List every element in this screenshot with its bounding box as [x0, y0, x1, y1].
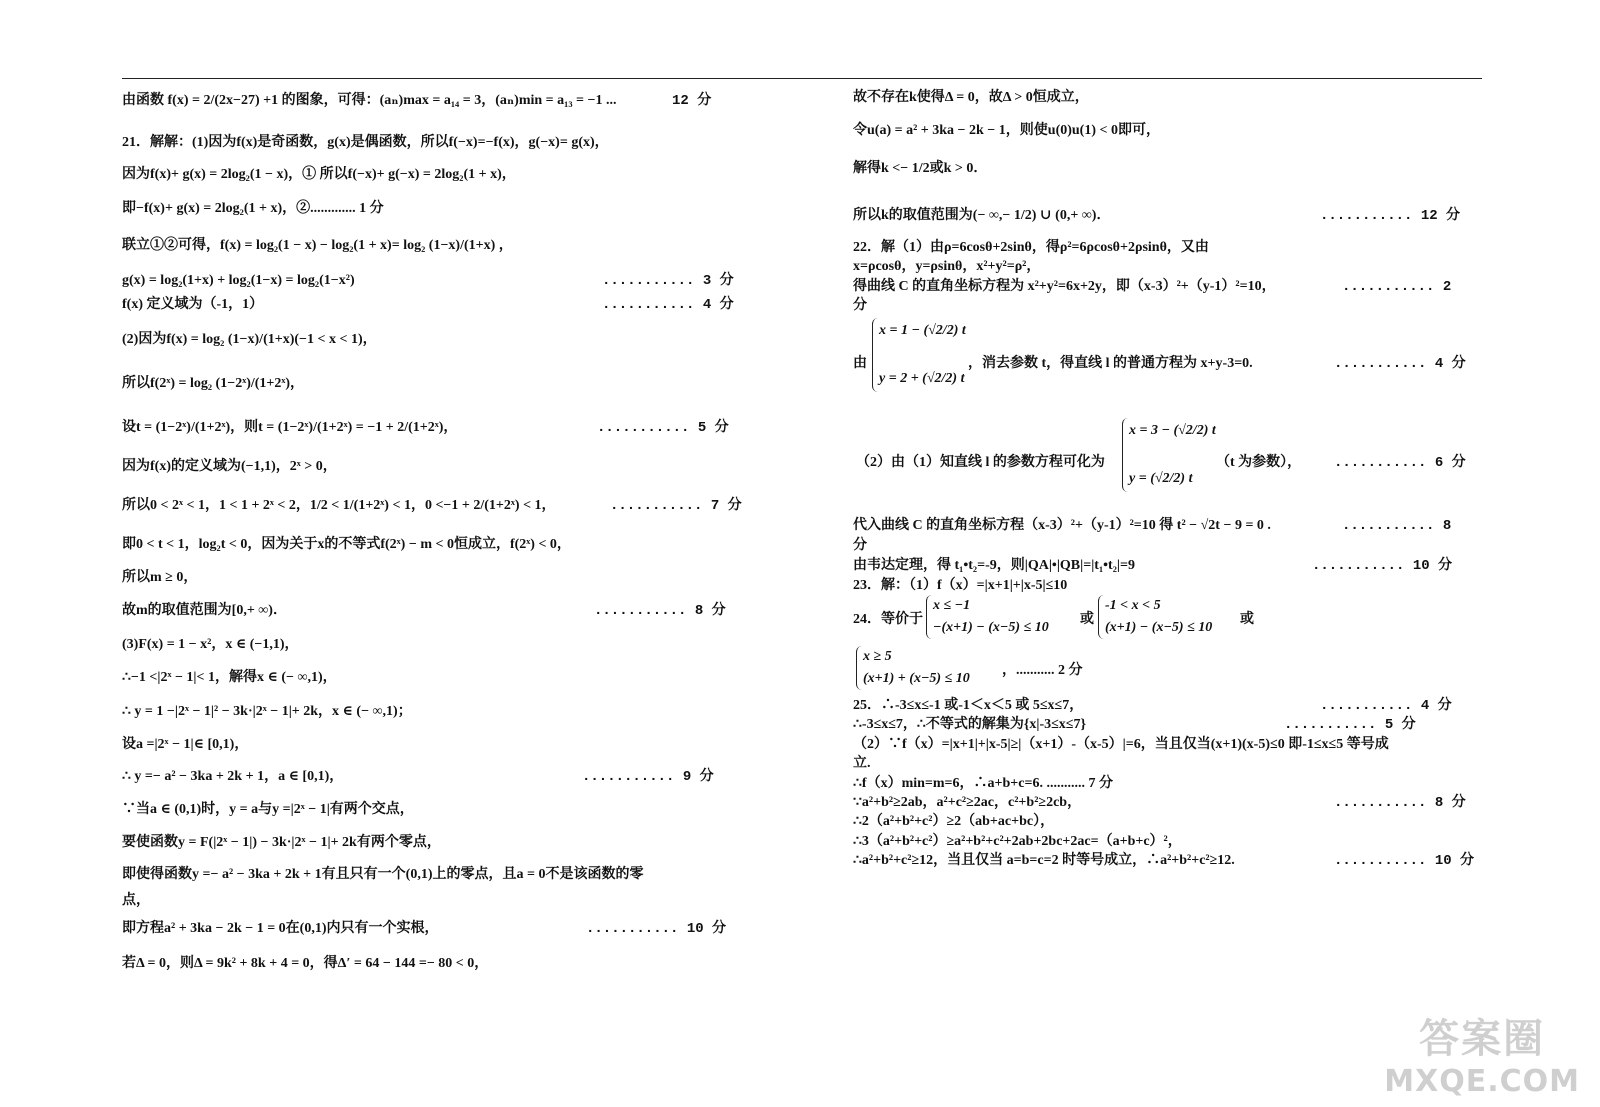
right-line-25: ∴a²+b²+c²≥12，当且仅当 a=b=c=2 时等号成立，∴a²+b²+c²≥12.: [853, 853, 1235, 868]
left-score-10: ........... 5 分: [597, 420, 729, 436]
left-line-13: 即0 < t < 1，log₂t < 0，因为关于x的不等式f(2ˣ) − m < 0恒成立，f(2ˣ) < 0，: [122, 537, 571, 552]
right-score-17: ........... 4 分: [1320, 698, 1452, 714]
right-score-9: ........... 4 分: [1334, 356, 1466, 372]
left-score-12: ........... 7 分: [610, 498, 742, 514]
right-line-4: 所以k的取值范围为(− ∞,− 1/2) ∪ (0,+ ∞)．: [853, 208, 1111, 223]
left-line-25: 即方程a² + 3ka − 2k − 1 = 0在(0,1)内只有一个实根，: [122, 921, 439, 936]
right-line-22: ∵a²+b²≥2ab，a²+c²≥2ac，c²+b²≥2cb，: [853, 795, 1082, 810]
left-line-23: 即使得函数y =− a² − 3ka + 2k + 1有且只有一个(0,1)上的零点，且a = 0不是该函数的零: [122, 867, 644, 882]
system-row: y = 2 + (√2/2) t: [879, 371, 965, 386]
system-suffix: （t 为参数），: [1216, 455, 1302, 470]
left-line-6: g(x) = log₂(1+x) + log₂(1−x) = log₂(1−x²): [122, 273, 355, 288]
right-line-3: 解得k <− 1/2或k > 0．: [853, 161, 988, 176]
system-row: x ≥ 5: [863, 649, 892, 664]
left-line-16: (3)F(x) = 1 − x²，x ∈ (−1,1)，: [122, 637, 299, 652]
right-line-11: 代入曲线 C 的直角坐标方程（x-3）²+（y-1）²=10 得 t² − √2t − 9 = 0 .: [853, 518, 1271, 533]
right-score-22: ........... 8 分: [1334, 795, 1466, 811]
system-row: −(x+1) − (x−5) ≤ 10: [933, 620, 1049, 635]
right-score-4: ........... 12 分: [1320, 208, 1461, 224]
right-score-7: ........... 2: [1342, 279, 1452, 295]
left-line-26: 若Δ = 0，则Δ = 9k² + 8k + 4 = 0，得Δ′ = 64 − 144 =− 80 < 0，: [122, 956, 489, 971]
left-line-14: 所以m ≥ 0，: [122, 570, 198, 585]
left-line-11: 因为f(x)的定义域为(−1,1)，2ˣ > 0，: [122, 459, 337, 474]
right-line-20: 立.: [853, 756, 871, 771]
right-line-17: 25．∴-3≤x≤-1 或-1＜x＜5 或 5≤x≤7，: [853, 698, 1084, 713]
right-line-18: ∴-3≤x≤7，∴不等式的解集为{x|-3≤x≤7}: [853, 717, 1086, 732]
param-system-22a: [872, 318, 966, 392]
left-score-1: 12 分: [672, 93, 712, 109]
left-score-20: ........... 9 分: [582, 769, 714, 785]
right-score-11: ........... 8: [1342, 518, 1452, 534]
right-line-10: （2）由（1）知直线 l 的参数方程可化为: [856, 455, 1105, 470]
left-line-1: 由函数 f(x) = 2/(2x−27) +1 的图象，可得：(aₙ)max = a₁₄ = 3，(aₙ)min = a₁₃ = −1 ...: [122, 93, 617, 108]
right-line-12: 分: [853, 538, 867, 553]
right-line-6: x=ρcosθ，y=ρsinθ，x²+y²=ρ²，: [853, 259, 1041, 274]
left-score-7: ........... 4 分: [602, 297, 734, 313]
header-rule: [122, 78, 1482, 79]
right-score-18: ........... 5 分: [1284, 717, 1416, 733]
right-line-15: 24．等价于: [853, 612, 923, 627]
left-line-22: 要使函数y = F(|2ˣ − 1|) − 3k·|2ˣ − 1|+ 2k有两个零点，: [122, 835, 441, 850]
right-line-19: （2）∵f（x）=|x+1|+|x-5|≥|（x+1）-（x-5）|=6，当且仅当(x+1)(x-5)≤0 即-1≤x≤5 等号成: [853, 737, 1389, 752]
watermark-line1: 答案圈: [1419, 1016, 1546, 1062]
right-line-21: ∴f（x）min=m=6，∴a+b+c=6. ........... 7 分: [853, 776, 1113, 791]
right-line-24: ∴3（a²+b²+c²）≥a²+b²+c²+2ab+2bc+2ac=（a+b+c）²，: [853, 834, 1182, 849]
left-line-7: f(x) 定义域为（-1，1）: [122, 297, 264, 312]
system-row: x = 3 − (√2/2) t: [1129, 423, 1216, 438]
inequality-system-1: [926, 595, 1049, 639]
left-score-25: ........... 10 分: [586, 921, 727, 937]
system-row: (x+1) + (x−5) ≤ 10: [863, 671, 970, 686]
right-line-8: 分: [853, 298, 867, 313]
right-line-5: 22．解（1）由ρ=6cosθ+2sinθ，得ρ²=6ρcosθ+2ρsinθ，又由: [853, 240, 1209, 255]
right-score-25: ........... 10 分: [1334, 853, 1475, 869]
right-line-7: 得曲线 C 的直角坐标方程为 x²+y²=6x+2y，即（x-3）²+（y-1）²=10，: [853, 279, 1276, 294]
or-word: 或: [1080, 612, 1094, 627]
left-line-2: 21．解解：(1)因为f(x)是奇函数，g(x)是偶函数，所以f(−x)=−f(x)，g(−x)= g(x)，: [122, 135, 609, 150]
left-line-20: ∴ y =− a² − 3ka + 2k + 1，a ∈ [0,1)，: [122, 769, 344, 784]
right-line-9: ，消去参数 t，得直线 l 的普通方程为 x+y-3=0.: [968, 356, 1253, 371]
inequality-system-3: [856, 646, 970, 690]
left-line-8: (2)因为f(x) = log₂ (1−x)/(1+x)(−1 < x < 1)，: [122, 332, 377, 347]
system-row: -1 < x < 5: [1105, 598, 1161, 613]
right-line-2: 令u(a) = a² + 3ka − 2k − 1，则使u(0)u(1) < 0即可，: [853, 123, 1160, 138]
system-row: x ≤ −1: [933, 598, 971, 613]
right-line-14: 23．解：（1）f（x）=|x+1|+|x-5|≤10: [853, 578, 1068, 593]
left-line-12: 所以0 < 2ˣ < 1，1 < 1 + 2ˣ < 2，1/2 < 1/(1+2ˣ) < 1，0 <−1 + 2/(1+2ˣ) < 1，: [122, 498, 556, 513]
left-line-18: ∴ y = 1 −|2ˣ − 1|² − 3k·|2ˣ − 1|+ 2k，x ∈ (− ∞,1)；: [122, 704, 412, 719]
watermark-line2: MXQE.COM: [1384, 1064, 1580, 1099]
inequality-system-2: [1098, 595, 1212, 639]
right-line-23: ∴2（a²+b²+c²）≥2（ab+ac+bc），: [853, 814, 1055, 829]
left-score-6: ........... 3 分: [602, 273, 734, 289]
right-line-13: 由韦达定理，得 t₁•t₂=-9，则|QA|•|QB|=|t₁•t₂|=9: [853, 558, 1135, 573]
or-word: 或: [1240, 612, 1254, 627]
left-line-17: ∴−1 <|2ˣ − 1|< 1，解得x ∈ (− ∞,1)，: [122, 670, 337, 685]
right-line-16: ，........... 2 分: [1002, 663, 1083, 678]
left-line-9: 所以f(2ˣ) = log₂ (1−2ˣ)/(1+2ˣ)，: [122, 376, 305, 391]
left-line-19: 设a =|2ˣ − 1|∈ [0,1)，: [122, 737, 249, 752]
system-row: (x+1) − (x−5) ≤ 10: [1105, 620, 1213, 635]
left-line-5: 联立①②可得，f(x) = log₂(1 − x) − log₂(1 + x)= log₂ (1−x)/(1+x) ，: [122, 238, 513, 253]
system-row: y = (√2/2) t: [1129, 471, 1193, 486]
left-line-10: 设t = (1−2ˣ)/(1+2ˣ)，则t = (1−2ˣ)/(1+2ˣ) = −1 + 2/(1+2ˣ)，: [122, 420, 458, 435]
left-line-15: 故m的取值范围为[0,+ ∞)．: [122, 603, 287, 618]
left-line-3: 因为f(x)+ g(x) = 2log₂(1 − x)，① 所以f(−x)+ g(−x) = 2log₂(1 + x)，: [122, 167, 516, 182]
right-score-10: ........... 6 分: [1334, 455, 1466, 471]
left-line-21: ∵当a ∈ (0,1)时，y = a与y =|2ˣ − 1|有两个交点，: [122, 802, 414, 817]
left-score-15: ........... 8 分: [594, 603, 726, 619]
left-line-24: 点，: [122, 893, 150, 908]
param-system-22b: [1122, 418, 1216, 492]
system-row: x = 1 − (√2/2) t: [879, 323, 966, 338]
system-prefix: 由: [853, 356, 867, 371]
right-line-1: 故不存在k使得Δ = 0，故Δ > 0恒成立，: [853, 90, 1089, 105]
right-score-13: ........... 10 分: [1312, 558, 1453, 574]
left-line-4: 即−f(x)+ g(x) = 2log₂(1 + x)，②............. 1 分: [122, 201, 384, 216]
watermark-logo: [1384, 1007, 1580, 1099]
